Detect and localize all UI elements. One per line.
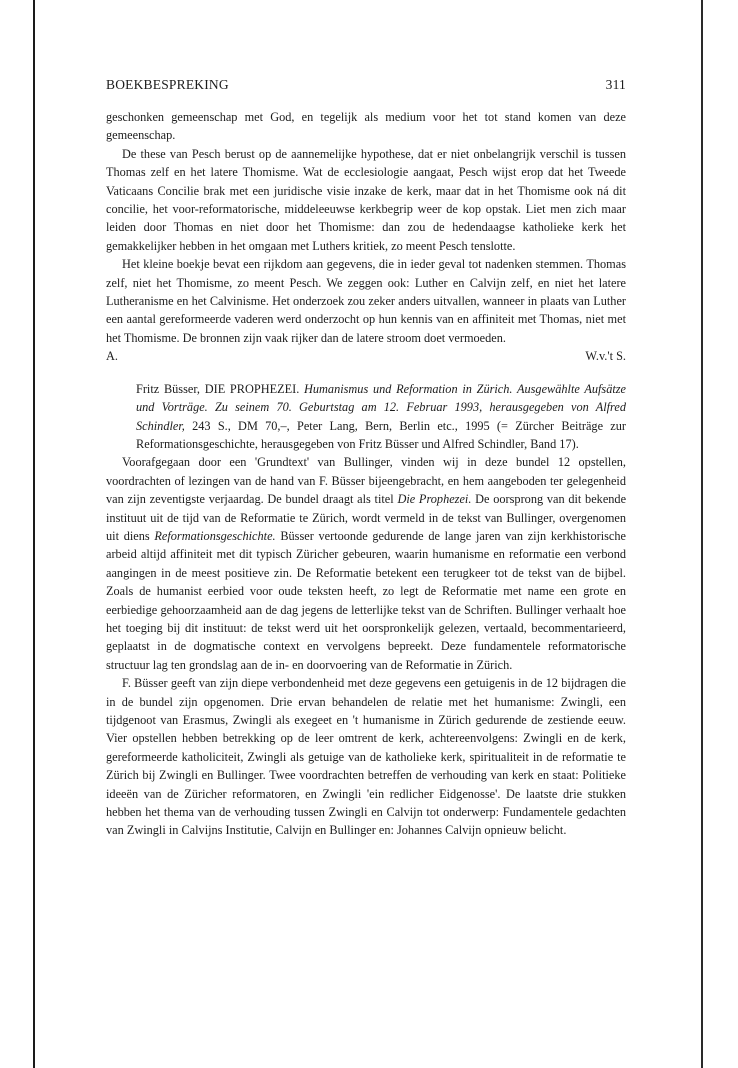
scan-right-edge [701, 0, 703, 1068]
book-publication: 243 S., DM 70,–, Peter Lang, Bern, Berlin etc., 1995 (= Zürcher Beiträge zur Reformationsgeschichte, herausgegeben von Fritz Büsser und Alfred Schindler, Band 17). [136, 418, 627, 451]
book-subtitle: Humanismus und Reformation in Zürich. Ausgewählte Aufsätze und Vorträge. Zu seinem 70. Geburtstag am 12. Februar 1993, herausgegeben von Alfred Schindler, [136, 381, 626, 433]
paragraph: F. Büsser geeft van zijn diepe verbondenheid met deze gegevens een getuigenis in de 12 bijdragen die in de bundel zijn opgenomen. Drie ervan behandelen de relatie met het humanisme: Zwingli, een tijdgenoot van Erasmus, Zwingli als exegeet en 't humanisme in Zürich gedurende de zestiende eeuw. Vier opstellen hebben betrekking op de leer omtrent de kerk, achtereenvolgens: Zwingli en de kerk, gereformeerde katholiciteit, Zwingli als getuige van de katholieke kerk, spiritualiteit in de reformatie te Zürich bij Zwingli en Bullinger. Twee voordrachten betreffen de verhouding van kerk en staat: Politieke ideeën van de Züricher reformatoren, en Zwingli 'ein redlicher Eidgenosse'. De laatste drie stukken hebben het thema van de verhouding tussen Zwingli en Calvijn tot onderwerp: Fundamentele gedachten van Zwingli in Calvijns Institutie, Calvijn en Bullinger en: Johannes Calvijn opnieuw belicht. [106, 676, 626, 838]
paragraph: Voorafgegaan door een 'Grundtext' van Bullinger, vinden wij in deze bundel 12 opstellen, voordrachten of lezingen van de hand van F. Büsser bijeengebracht, en hem aangeboden ter gelegenheid van zijn zeventigste verjaardag. De bundel draagt als titel Die Prophezei. De oorsprong van dit bekende instituut uit de tijd van de Reformatie te Zürich, wordt vermeld in de tekst van Bullinger, overgenomen uit diens Reformationsgeschichte. Büsser vertoonde gedurende de lange jaren van zijn kerkhistorische arbeid altijd affiniteit met dit typisch Züricher gebeuren, waarin humanisme en reformatie een verbond aangingen in de meest positieve zin. De Reformatie betekent een terugkeer tot de tekst van de bijbel. Zoals de humanist eerbied voor oude teksten heeft, zo legt de Reformatie met name een grote en eerbiedige gehoorzaamheid aan de dag jegens de letterlijke tekst van de Schriften. Bullinger verhaalt hoe het toeging bij dit instituut: de tekst werd uit het oorspronkelijk gelezen, vertaald, becommentarieerd, geplaatst in de dogmatische context en vervolgens bepreekt. Deze fundamentele reformatorische structuur lag ten grondslag aan de in- en doorvoering van de Reformatie in Zürich. [106, 455, 627, 672]
book-author-title: Fritz Büsser, DIE PROPHEZEI. [136, 381, 300, 396]
reviewer-initials: W.v.'t S. [585, 349, 626, 364]
italic-title: Die Prophezei. [397, 492, 472, 507]
book-citation [136, 380, 626, 454]
scan-left-edge [33, 0, 35, 1068]
review-signature [106, 347, 626, 365]
italic-source: Reformationsgeschichte. [154, 528, 276, 543]
running-header [106, 77, 626, 93]
paragraph: geschonken gemeenschap met God, en tegelijk als medium voor het tot stand komen van deze gemeenschap. [106, 110, 626, 143]
body-text [106, 108, 626, 840]
signature-initial: A. [106, 349, 118, 364]
section-title: BOEKBESPREKING [106, 77, 229, 92]
paragraph: Het kleine boekje bevat een rijkdom aan gegevens, die in ieder geval tot nadenken stemmen. Thomas zelf, niet het Thomisme, zo meent Pesch. We zeggen ook: Luther en Calvijn zelf, en niet het latere Lutheranisme en het Calvinisme. Het onderzoek zou zeker anders uitvallen, wanneer in plaats van Luther een aantal gereformeerde vaderen werd onderzocht op hun kennis van en affiniteit met Thomas, niet met het Thomisme. De bronnen zijn vaak rijker dan de latere stroom doet vermoeden. [106, 257, 626, 345]
paragraph: De these van Pesch berust op de aannemelijke hypothese, dat er niet onbelangrijk verschil is tussen Thomas zelf en het latere Thomisme. Wat de ecclesiologie aangaat, Pesch wijst erop dat het Tweede Vaticaans Concilie brak met een juridische visie inzake de kerk, maar dat in het Thomisme ook ná dit concilie, het voor-reformatorische, middeleeuwse kerkbegrip weer de kop opstak. Liet men zich maar leiden door Thomas en niet door het Thomisme: dan zou de hedendaagse katholieke kerk het gemakkelijker hebben in het omgaan met Luthers kritiek, zo meent Pesch tenslotte. [106, 146, 626, 253]
page-number: 311 [605, 77, 626, 92]
